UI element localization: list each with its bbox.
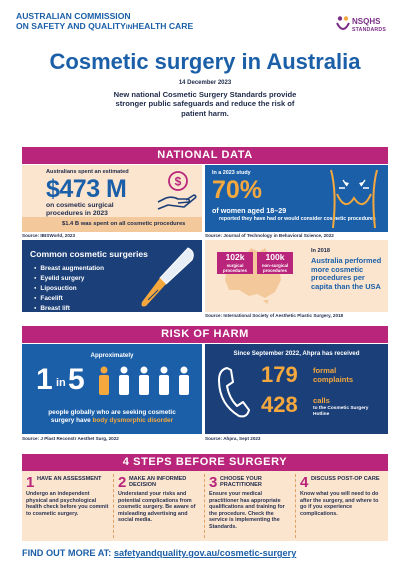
ahpra-panel <box>205 344 388 434</box>
non-surgical-label: non-surgical procedures <box>261 263 289 273</box>
surgical-label: surgical procedures <box>223 263 247 273</box>
surgical-value: 102k <box>225 252 245 262</box>
steps-panel <box>22 471 388 541</box>
national-data-band: NATIONAL DATA <box>22 147 388 164</box>
step-3 <box>204 474 294 538</box>
common-surgeries-heading: Common cosmetic surgeries <box>30 249 148 259</box>
intro-text: New national Cosmetic Surgery Standards provide stronger public safeguards and reduce the risk of patient harm. <box>113 90 297 118</box>
step-number: 1 <box>26 474 35 491</box>
per-capita-panel <box>205 240 388 312</box>
surgical-procedures-tag <box>217 252 253 274</box>
spend-description: on cosmetic surgical procedures in 2023 <box>46 202 114 217</box>
logo-title: NSQHS <box>352 17 381 26</box>
org-line-1: AUSTRALIAN COMMISSION <box>16 11 131 21</box>
find-out-more-link[interactable]: safetyandquality.gov.au/cosmetic-surgery <box>113 548 297 558</box>
young-women-source: Source: Journal of Technology in Behavioral Science, 2022 <box>205 233 334 238</box>
step-2 <box>113 474 203 538</box>
spend-source: Source: IBISWorld, 2023 <box>22 233 76 238</box>
ahpra-source: Source: Ahpra, Sept 2023 <box>205 436 261 441</box>
ahpra-heading: Since September 2022, Ahpra has received <box>233 350 360 357</box>
bdd-source: Source: J Plast Reconstr Aesthet Surg, 2022 <box>22 436 119 441</box>
step-heading: CHOOSE YOUR PRACTITIONER <box>220 476 262 489</box>
complaints-label: formal complaints <box>313 366 354 384</box>
per-capita-year: In 2018 <box>311 248 330 254</box>
step-body: Undergo an independent physical and psychological health check before you commit to cosmetic surgery. <box>26 491 109 517</box>
complaints-value: 179 <box>261 362 298 387</box>
spend-panel <box>22 165 202 217</box>
header <box>16 12 394 40</box>
spend-eyebrow: Australians spent an estimated <box>46 169 129 175</box>
org-line-2: ON SAFETY AND QUALITYINHEALTH CARE <box>16 20 194 31</box>
find-out-more-label: FIND OUT MORE AT: <box>22 548 112 558</box>
spend-footnote-text: $1.4 B was spent on all cosmetic procedures <box>62 221 186 227</box>
scalpel-icon <box>136 244 200 310</box>
young-women-panel <box>205 165 388 232</box>
common-surgeries-list <box>34 263 104 313</box>
study-eyebrow: In a 2023 study <box>212 170 251 176</box>
young-women-value: 70% <box>212 176 263 204</box>
risk-of-harm-band: RISK OF HARM <box>22 326 388 343</box>
step-number: 4 <box>300 474 309 491</box>
svg-text:$: $ <box>174 174 182 189</box>
spend-footnote <box>22 217 202 232</box>
find-out-more <box>22 548 296 558</box>
logo-subtitle: STANDARDS <box>352 27 386 33</box>
list-item: ● Eyelid surgery <box>34 273 104 283</box>
step-heading: DISCUSS POST-OP CARE <box>311 476 380 482</box>
step-number: 3 <box>209 474 218 491</box>
bdd-heading: Approximately <box>90 352 134 359</box>
organisation-name <box>16 12 236 32</box>
list-item: ● Breast augmentation <box>34 263 104 273</box>
young-women-line-2: reported they have had or would consider cosmetic procedures <box>219 216 376 222</box>
step-1 <box>22 474 112 538</box>
bdd-panel <box>22 344 202 434</box>
nsqhs-logo <box>334 12 394 40</box>
calls-value: 428 <box>261 392 298 417</box>
step-4 <box>295 474 385 538</box>
bdd-description-2: surgery have body dysmorphic disorder <box>50 417 174 424</box>
step-body: Know what you will need to do after the surgery, and where to go if you experience complications. <box>300 491 379 517</box>
hotline-label: to the Cosmetic Surgery Hotline <box>313 406 369 417</box>
list-item: ● Breast lift <box>34 303 104 313</box>
step-number: 2 <box>118 474 127 491</box>
page-title: Cosmetic surgery in Australia <box>49 49 361 74</box>
publish-date: 14 December 2023 <box>178 80 232 86</box>
bdd-description-1: people globally who are seeking cosmetic <box>48 409 176 416</box>
non-surgical-value: 100k <box>265 252 285 262</box>
bdd-in: in <box>56 377 66 389</box>
bdd-denominator: 5 <box>68 363 85 396</box>
young-women-line-1: of women aged 18–29 <box>212 206 287 215</box>
bdd-numerator: 1 <box>36 363 53 396</box>
non-surgical-procedures-tag <box>257 252 293 274</box>
torso-icon <box>323 168 385 230</box>
per-capita-text: Australia performed more cosmetic procedures per capita than the USA <box>311 256 382 291</box>
step-heading: MAKE AN INFORMED DECISION <box>129 476 187 489</box>
per-capita-source: Source: International Society of Aesthetic Plastic Surgery, 2018 <box>205 313 344 318</box>
step-body: Ensure your medical practitioner has appropriate qualifications and training for the procedure. Check the service is implementing the Standards. <box>209 491 285 530</box>
list-item: ● Facelift <box>34 293 104 303</box>
phone-icon <box>217 364 251 420</box>
hand-coin-icon <box>154 168 198 212</box>
step-body: Understand your risks and potential complications from cosmetic surgery. Be aware of misleading advertising and social media. <box>118 491 196 524</box>
list-item: ● Liposuction <box>34 283 104 293</box>
step-heading: HAVE AN ASSESSMENT <box>37 476 102 482</box>
spend-value: $473 M <box>46 175 127 203</box>
calls-label: calls <box>313 396 330 405</box>
people-icon <box>94 366 196 396</box>
nsqhs-logo-icon <box>336 15 350 33</box>
steps-band: 4 STEPS BEFORE SURGERY <box>22 454 388 471</box>
common-surgeries-panel <box>22 240 202 312</box>
